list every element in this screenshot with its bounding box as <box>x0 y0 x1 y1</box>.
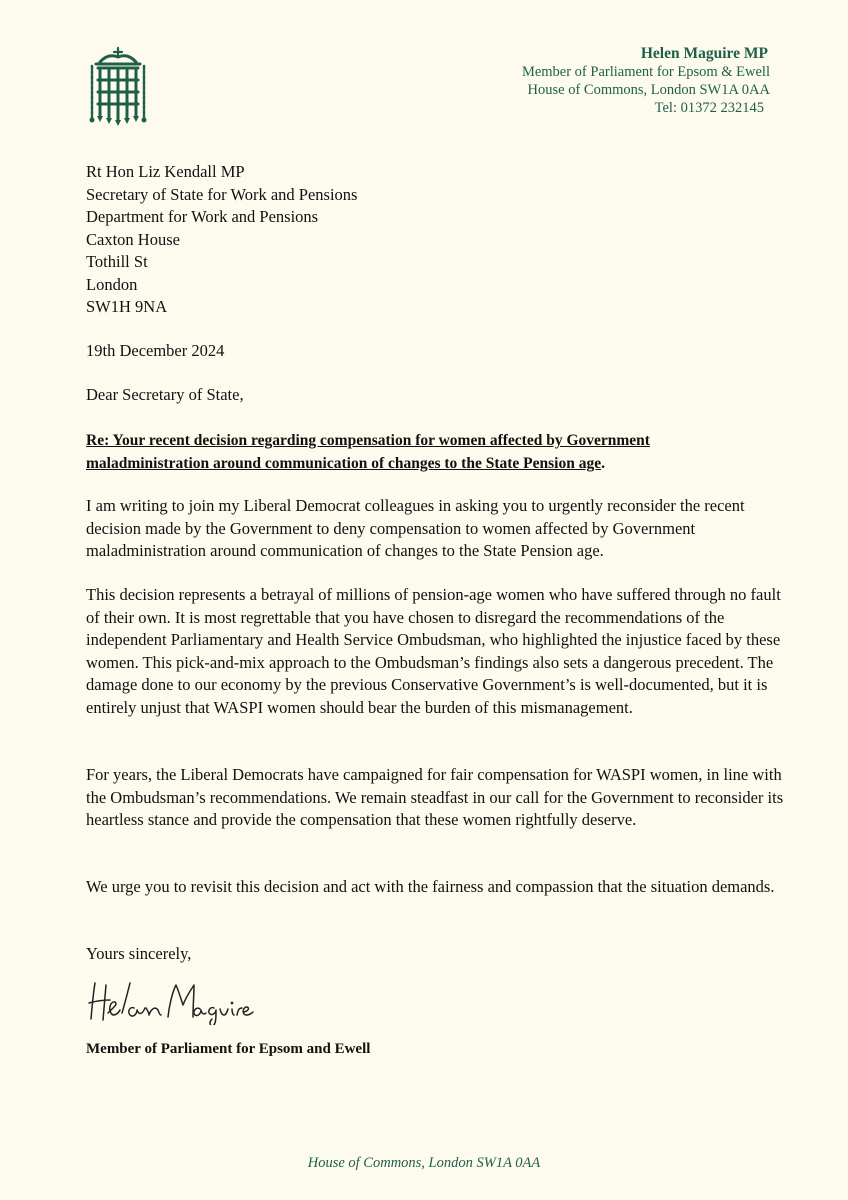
recipient-line: Tothill St <box>86 252 148 271</box>
portcullis-icon <box>84 44 152 126</box>
recipient-address <box>86 161 357 319</box>
body-paragraph: I am writing to join my Liberal Democrat colleagues in asking you to urgently reconsider the recent decision made by the Government to deny compensation to women affected by Government maladministration around communication of changes to the State Pension age. <box>86 496 745 560</box>
sender-name: Helen Maguire MP <box>640 45 768 62</box>
recipient-line: Secretary of State for Work and Pensions <box>86 184 358 204</box>
salutation: Dear Secretary of State, <box>86 385 244 404</box>
sender-block <box>522 44 770 117</box>
body-paragraph: For years, the Liberal Democrats have campaigned for fair compensation for WASPI women, in line with the Ombudsman’s recommendations. We remain steadfast in our call for the Government to reconsider its heartless stance and provide the compensation that these women rightfully deserve. <box>86 765 784 829</box>
recipient-line: Department for Work and Pensions <box>86 207 319 226</box>
closing: Yours sincerely, <box>86 944 192 963</box>
letter-date: 19th December 2024 <box>86 341 225 360</box>
subject-text: Re: Your recent decision regarding compensation for women affected by Government maladministration around communication of changes to the State Pension age <box>86 432 650 472</box>
body-paragraph: This decision represents a betrayal of millions of pension-age women who have suffered through no fault of their own. It is most regrettable that you have chosen to disregard the recommendations of the independent Parliamentary and Health Service Ombudsman, who highlighted the injustice faced by these women. This pick-and-mix approach to the Ombudsman’s findings also sets a dangerous precedent. The damage done to our economy by the previous Conservative Government’s is well-documented, but it is entirely unjust that WASPI women should bear the burden of this mismanagement. <box>86 585 781 717</box>
recipient-line: Caxton House <box>86 229 180 249</box>
body-paragraph: We urge you to revisit this decision and act with the fairness and compassion that the situation demands. <box>86 877 775 896</box>
signature <box>86 977 256 1025</box>
sender-tel: Tel: 01372 232145 <box>654 100 764 116</box>
subject-line <box>86 429 776 475</box>
signature-title: Member of Parliament for Epsom and Ewell <box>86 1041 371 1057</box>
subject-end: . <box>601 455 605 472</box>
footer-address: House of Commons, London SW1A 0AA <box>307 1155 541 1171</box>
recipient-line: London <box>86 274 138 294</box>
recipient-line: Rt Hon Liz Kendall MP <box>86 162 245 181</box>
recipient-line: SW1H 9NA <box>86 297 168 316</box>
sender-address: House of Commons, London SW1A 0AA <box>527 82 770 98</box>
sender-role: Member of Parliament for Epsom & Ewell <box>521 64 770 80</box>
